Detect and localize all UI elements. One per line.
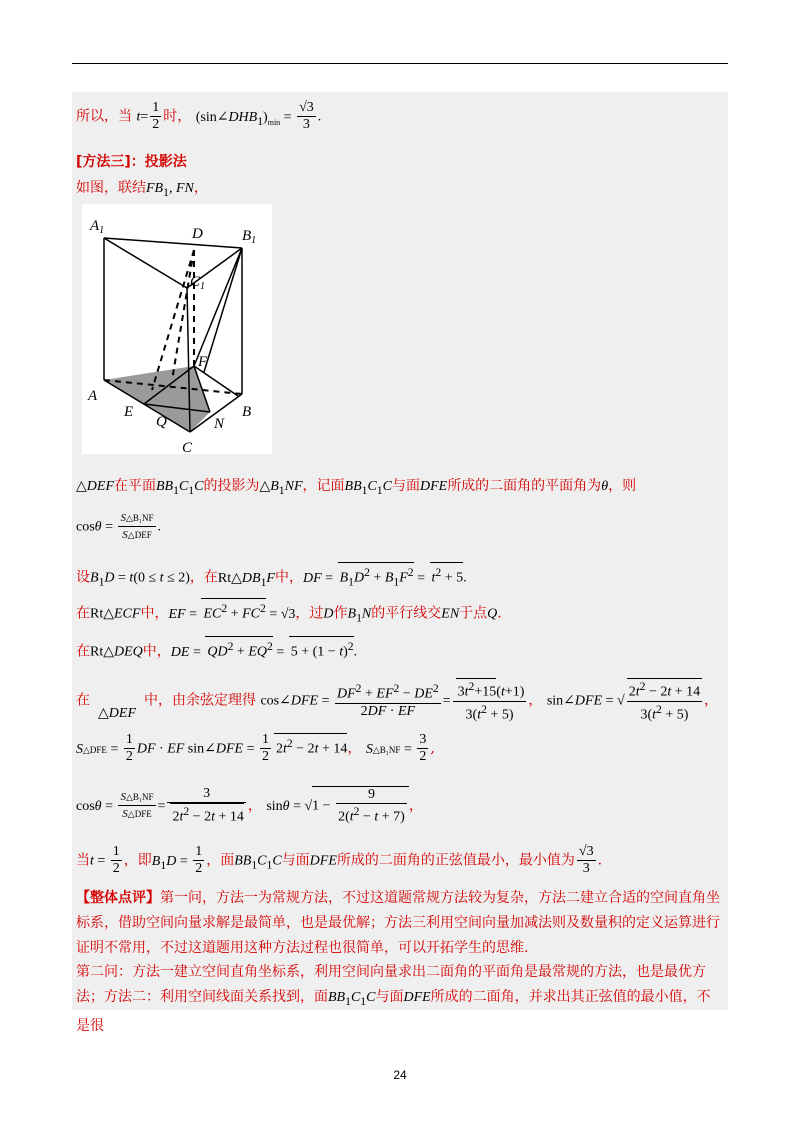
svg-text:Q: Q [156, 414, 167, 430]
de-line: 在Rt△DEQ中，DE = $QD^2 + EQ^2 = 5 + (1 - t)^2$. [76, 636, 724, 663]
prism-diagram [82, 204, 272, 454]
svg-text:F: F [198, 354, 208, 370]
conclusion-line: 所以，当 t= $\frac{1}{2}$ 时， $(\sin\angle DHB_1)_{min}$ = $\frac{√3}{3}$ . [76, 100, 322, 132]
svg-text:E: E [124, 404, 134, 420]
projection-line: △DEF在平面$BB_1C_1C$的投影为$\triangle B_1NF$，记面$BB_1C_1C$与面DFE所成的二面角的平面角为θ，则 [76, 478, 637, 497]
overall-comment: 【整体点评】第一问，方法一为常规方法，不过这道题常规方法较为复杂，方法二建立合适的空间直角坐标系，借助空间向量求解是最简单，也是最优解；方法三利用空间向量加减法则及数量积的定义运算进行证明不常用，不过这道题用这种方法过程也很简单，可以开拓学生的思维. [76, 890, 720, 956]
svg-text:A: A [88, 388, 98, 404]
connect-line: 如图，联结$FB_1$, FN， [76, 180, 208, 199]
prism-figure [82, 204, 272, 454]
svg-text:N: N [214, 416, 225, 432]
document-body [72, 92, 728, 1034]
ef-line: 在Rt△ECF中，EF = $EC^2 + FC^2 = √3$，过D作$B_1N$的平行线交EN于点Q. [76, 598, 724, 628]
svg-text:C: C [182, 440, 193, 454]
method-three-heading: [方法三]：投影法 [76, 154, 187, 170]
svg-text:D: D [192, 226, 203, 242]
set-variable-line: 设$B_1D = t(0 \le t \le 2)$，在$Rt\triangle DB_1F$中，DF = $B_1D^2 + B_1F^2 = t^2 + 5$. [76, 562, 724, 592]
svg-text:B1: $B_1$ [242, 228, 257, 246]
minimum-line: 当t = $\frac{1}{2}$ ，即$B_1D$ = $\frac{1}{2}$ ，面$BB_1C_1C$与面DFE所成的二面角的正弦值最小，最小值为 $\frac{√3}{3}$ . [76, 844, 603, 876]
second-question-comment: 第二问：方法一建立空间直角坐标系，利用空间向量求出二面角的平面角是最常规的方法，也是最优方法；方法二：利用空间线面关系找到，面$BB_1C_1C$与面DFE所成的二面角，并求出其正弦值的最小值，不是很 [76, 964, 711, 1034]
cosine-law-line: 在△DEF中，由余弦定理得 cos∠DFE = $\frac{DF^2 + EF^2 - DE^2}{2DF \cdot EF}$ = $\frac{3t^2+15(t+1)}{3(t^2 + 5)}$ ， sin∠DFE = √ $\frac{2t^2 - 2t + 14}{3(t^2 + 5)}$ ， [76, 680, 719, 723]
svg-text:B: B [242, 404, 252, 420]
area-line: S△DFE = $\frac{1}{2}$ DF · EF sin∠DFE = $\frac{1}{2}$ $2t^2 - 2t + 14$， S△B₁NF = $\frac{3}{2}$ , [76, 732, 435, 764]
result-line: cosθ = $\frac{\text{S△B₁NF}}{\text{S△DFE}}$ = $\frac{3}{2t^2 - 2t + 14}$ ， sinθ = √1 − $\frac{9}{2(t^2 - t + 7)}$ ， [76, 786, 423, 825]
header-rule [72, 63, 728, 64]
cos-theta-line: cosθ = $\frac{\text{S△B₁NF}}{\text{S△DEF}}$ . [76, 512, 162, 541]
svg-text:A1: $A_1$ [90, 218, 105, 236]
svg-text:C1: $C_1$ [190, 274, 206, 292]
page-number: 24 [393, 1068, 407, 1082]
